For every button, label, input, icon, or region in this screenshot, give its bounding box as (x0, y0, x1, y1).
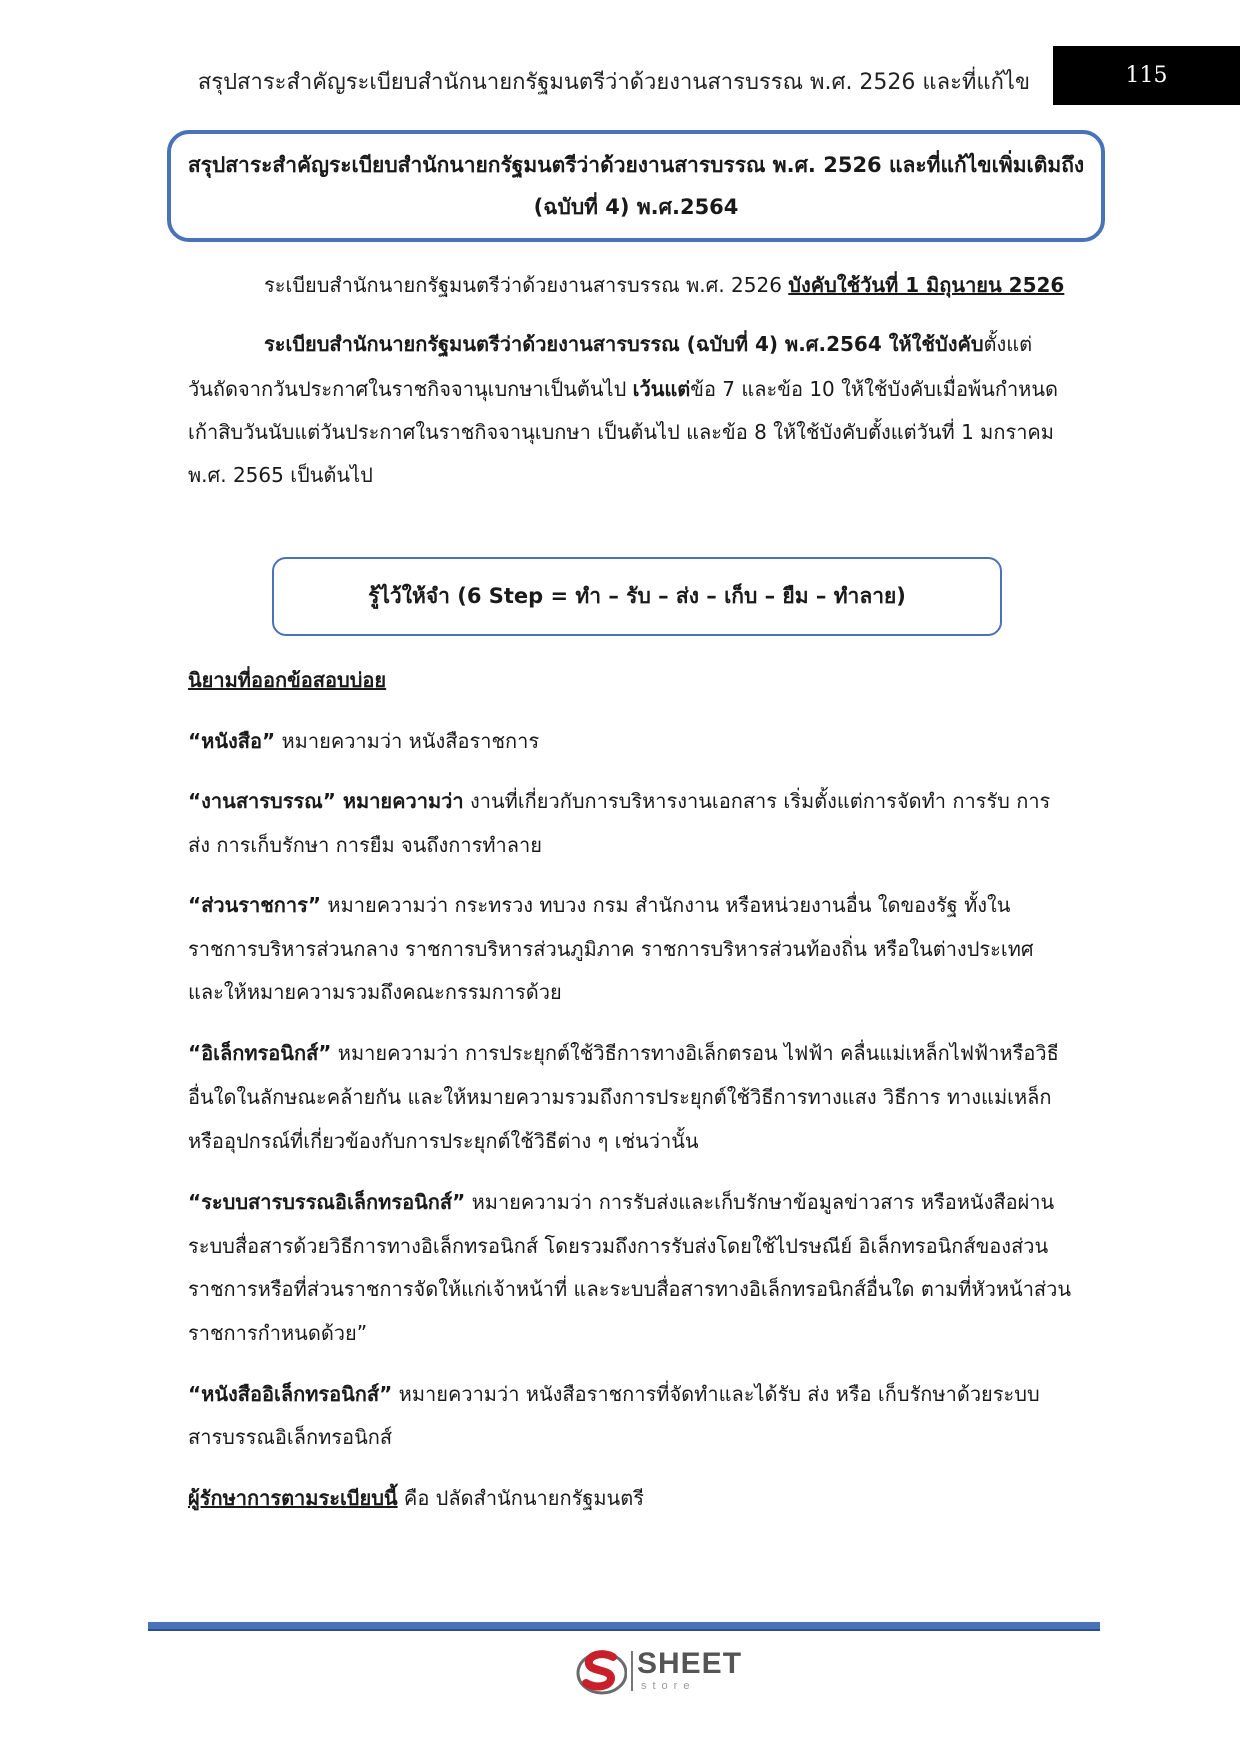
sheet-store-logo (575, 1647, 745, 1697)
responsible-label: ผู้รักษาการตามระเบียบนี้ (188, 1486, 398, 1510)
title-box (167, 130, 1105, 242)
definition-text: หมายความว่า การประยุกต์ใช้วิธีการทางอิเล็กตรอน ไฟฟ้า คลื่นแม่เหล็กไฟฟ้าหรือวิธี (331, 1041, 1059, 1065)
intro-paragraph-1 (264, 269, 1064, 301)
definition-term: “อิเล็กทรอนิกส์” (188, 1041, 332, 1065)
intro-paragraph-2-line-4: พ.ศ. 2565 เป็นต้นไป (188, 463, 373, 487)
definition-term: “หนังสืออิเล็กทรอนิกส์” (188, 1382, 393, 1406)
definition-e-saraban-line-2: ระบบสื่อสารด้วยวิธีการทางอิเล็กทรอนิกส์ โดยรวมถึงการรับส่งโดยใช้ไปรษณีย์ อิเล็กทรอนิกส์ของส่วน (188, 1234, 1049, 1258)
definition-e-saraban-line-4: ราชการกำหนดด้วย” (188, 1321, 368, 1345)
intro-paragraph-2-line-1 (264, 328, 1032, 360)
definition-electronic-line-2: อื่นใดในลักษณะคล้ายกัน และให้หมายความรวมถึงการประยุกต์ใช้วิธีการทางแสง วิธีการ ทางแม่เหล็ก (188, 1085, 1052, 1109)
definition-electronic-line-1 (188, 1037, 1059, 1069)
intro-p2-text2: วันถัดจากวันประกาศในราชกิจจานุเบกษาเป็นต้นไป (188, 377, 633, 401)
definition-term: “งานสารบรรณ” หมายความว่า (188, 789, 464, 813)
definition-e-letter-line-2: สารบรรณอิเล็กทรอนิกส์ (188, 1425, 393, 1449)
definition-term: “หนังสือ” (188, 729, 276, 753)
intro-paragraph-2-line-2 (188, 373, 1058, 405)
effective-date: บังคับใช้วันที่ 1 มิถุนายน 2526 (788, 273, 1065, 297)
intro-p2-exception: เว้นแต่ (632, 377, 691, 401)
definition-e-saraban-line-3: ราชการหรือที่ส่วนราชการจัดให้แก่เจ้าหน้าที่ และระบบสื่อสารทางอิเล็กทรอนิกส์อื่นใด ตามที่หัวหน้าส่วน (188, 1277, 1072, 1301)
title-line-1: สรุปสาระสำคัญระเบียบสำนักนายกรัฐมนตรีว่าด้วยงานสารบรรณ พ.ศ. 2526 และที่แก้ไขเพิ่มเติมถึง (187, 153, 1085, 177)
definition-text: หมายความว่า การรับส่งและเก็บรักษาข้อมูลข่าวสาร หรือหนังสือผ่าน (465, 1190, 1055, 1214)
definition-letter (188, 725, 539, 757)
responsible-text: คือ ปลัดสำนักนายกรัฐมนตรี (397, 1486, 644, 1510)
intro-p2-text1: ตั้งแต่ (983, 332, 1033, 356)
definition-saraban-line-2: ส่ง การเก็บรักษา การยืม จนถึงการทำลาย (188, 833, 542, 857)
definition-electronic-line-3: หรืออุปกรณ์ที่เกี่ยวข้องกับการประยุกต์ใช้วิธีต่าง ๆ เช่นว่านั้น (188, 1129, 699, 1153)
definition-text: หมายความว่า หนังสือราชการ (275, 729, 540, 753)
definition-agency-line-3: และให้หมายความรวมถึงคณะกรรมการด้วย (188, 980, 562, 1004)
intro-p2-bold: ระเบียบสำนักนายกรัฐมนตรีว่าด้วยงานสารบรรณ (ฉบับที่ 4) พ.ศ.2564 ให้ใช้บังคับ (264, 332, 984, 356)
footer-rule (148, 1622, 1100, 1631)
running-header: สรุปสาระสำคัญระเบียบสำนักนายกรัฐมนตรีว่าด้วยงานสารบรรณ พ.ศ. 2526 และที่แก้ไข (197, 70, 1030, 95)
intro-paragraph-2-line-3: เก้าสิบวันนับแต่วันประกาศในราชกิจจานุเบกษา เป็นต้นไป และข้อ 8 ให้ใช้บังคับตั้งแต่วันที่ 1 มกราคม (188, 420, 1054, 444)
definition-agency-line-2: ราชการบริหารส่วนกลาง ราชการบริหารส่วนภูมิภาค ราชการบริหารส่วนท้องถิ่น หรือในต่างประเทศ (188, 937, 1034, 961)
definition-text: หมายความว่า กระทรวง ทบวง กรม สำนักงาน หรือหน่วยงานอื่น ใดของรัฐ ทั้งใน (321, 893, 1011, 917)
page-number: 115 (1053, 46, 1240, 105)
intro-p2-text3: ข้อ 7 และข้อ 10 ให้ใช้บังคับเมื่อพ้นกำหนด (690, 377, 1059, 401)
logo-text: SHEET (637, 1647, 743, 1680)
intro-p1-text: ระเบียบสำนักนายกรัฐมนตรีว่าด้วยงานสารบรรณ พ.ศ. 2526 (264, 273, 789, 297)
definition-e-saraban-line-1 (188, 1186, 1054, 1218)
definition-term: “ส่วนราชการ” (188, 893, 322, 917)
definition-agency-line-1 (188, 889, 1010, 921)
logo-divider (631, 1651, 633, 1691)
definitions-heading: นิยามที่ออกข้อสอบบ่อย (188, 668, 387, 692)
s-mark-icon (575, 1647, 627, 1697)
tip-box: รู้ไว้ให้จำ (6 Step = ทำ – รับ – ส่ง – เก็บ – ยืม – ทำลาย) (272, 557, 1002, 636)
definition-text: หมายความว่า หนังสือราชการที่จัดทำและได้รับ ส่ง หรือ เก็บรักษาด้วยระบบ (392, 1382, 1040, 1406)
definition-text: งานที่เกี่ยวกับการบริหารงานเอกสาร เริ่มตั้งแต่การจัดทำ การรับ การ (463, 789, 1051, 813)
responsible-person (188, 1482, 644, 1514)
definition-saraban-line-1 (188, 785, 1050, 817)
title-line-2: (ฉบับที่ 4) พ.ศ.2564 (533, 195, 739, 219)
logo-subtext: store (641, 1680, 696, 1692)
definition-e-letter-line-1 (188, 1378, 1040, 1410)
definition-term: “ระบบสารบรรณอิเล็กทรอนิกส์” (188, 1190, 466, 1214)
